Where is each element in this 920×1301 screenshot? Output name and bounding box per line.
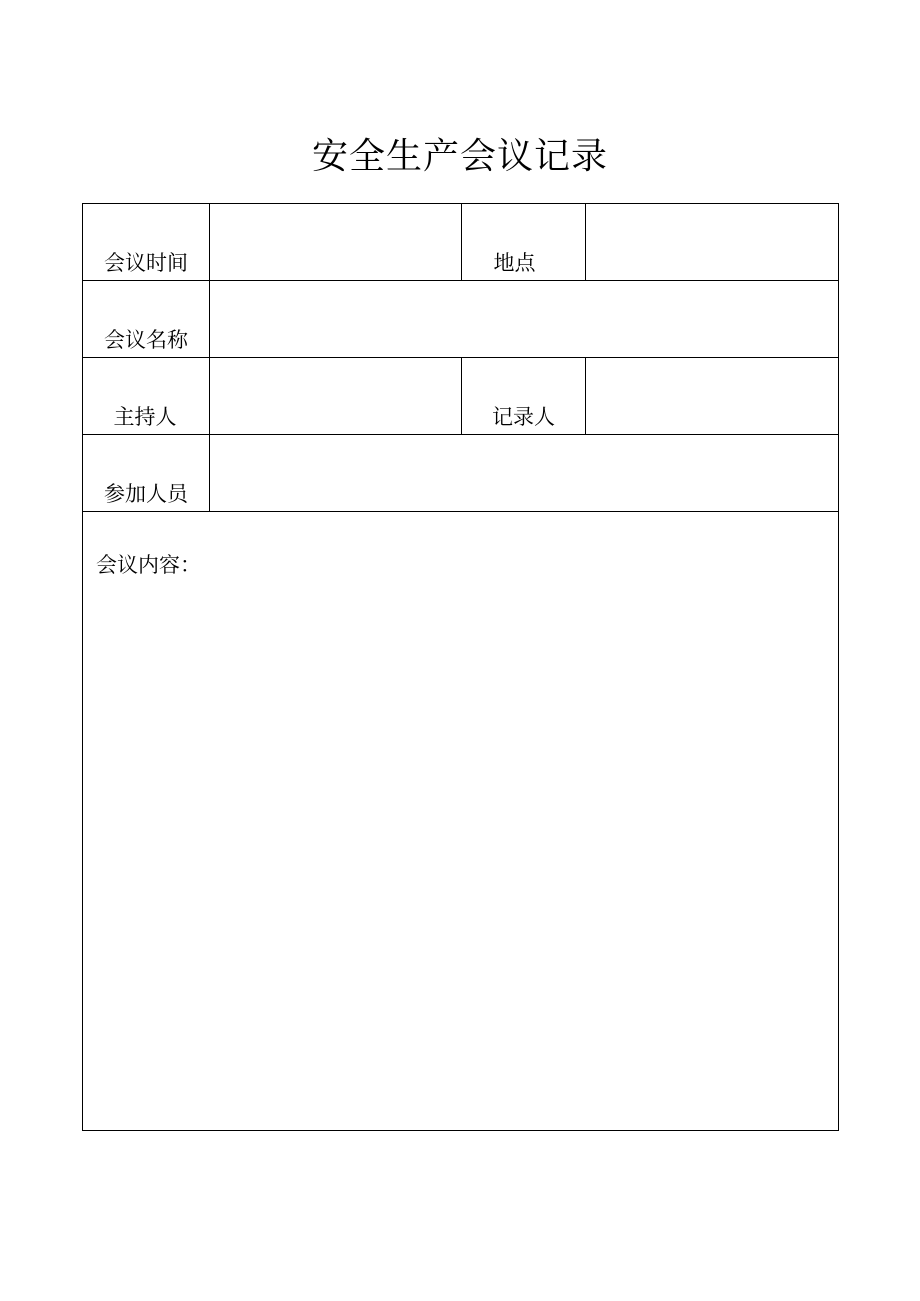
location-field[interactable] — [586, 204, 839, 281]
host-field[interactable] — [210, 358, 462, 435]
recorder-field[interactable] — [586, 358, 839, 435]
participants-field[interactable] — [210, 435, 839, 512]
meeting-name-label: 会议名称 — [83, 281, 210, 358]
meeting-time-label: 会议时间 — [83, 204, 210, 281]
meeting-time-field[interactable] — [210, 204, 462, 281]
row-meeting-name — [83, 281, 839, 358]
participants-label: 参加人员 — [83, 435, 210, 512]
row-content — [83, 512, 839, 1131]
document-title: 安全生产会议记录 — [311, 136, 608, 177]
meeting-content-area[interactable] — [83, 512, 839, 1131]
meeting-name-field[interactable] — [210, 281, 839, 358]
recorder-label: 记录人 — [462, 358, 586, 435]
meeting-record-table — [82, 203, 839, 1131]
row-host-recorder — [83, 358, 839, 435]
host-label: 主持人 — [83, 358, 210, 435]
row-participants — [83, 435, 839, 512]
location-label: 地点 — [462, 204, 586, 281]
row-time-location — [83, 204, 839, 281]
meeting-content-label: 会议内容： — [96, 553, 201, 577]
